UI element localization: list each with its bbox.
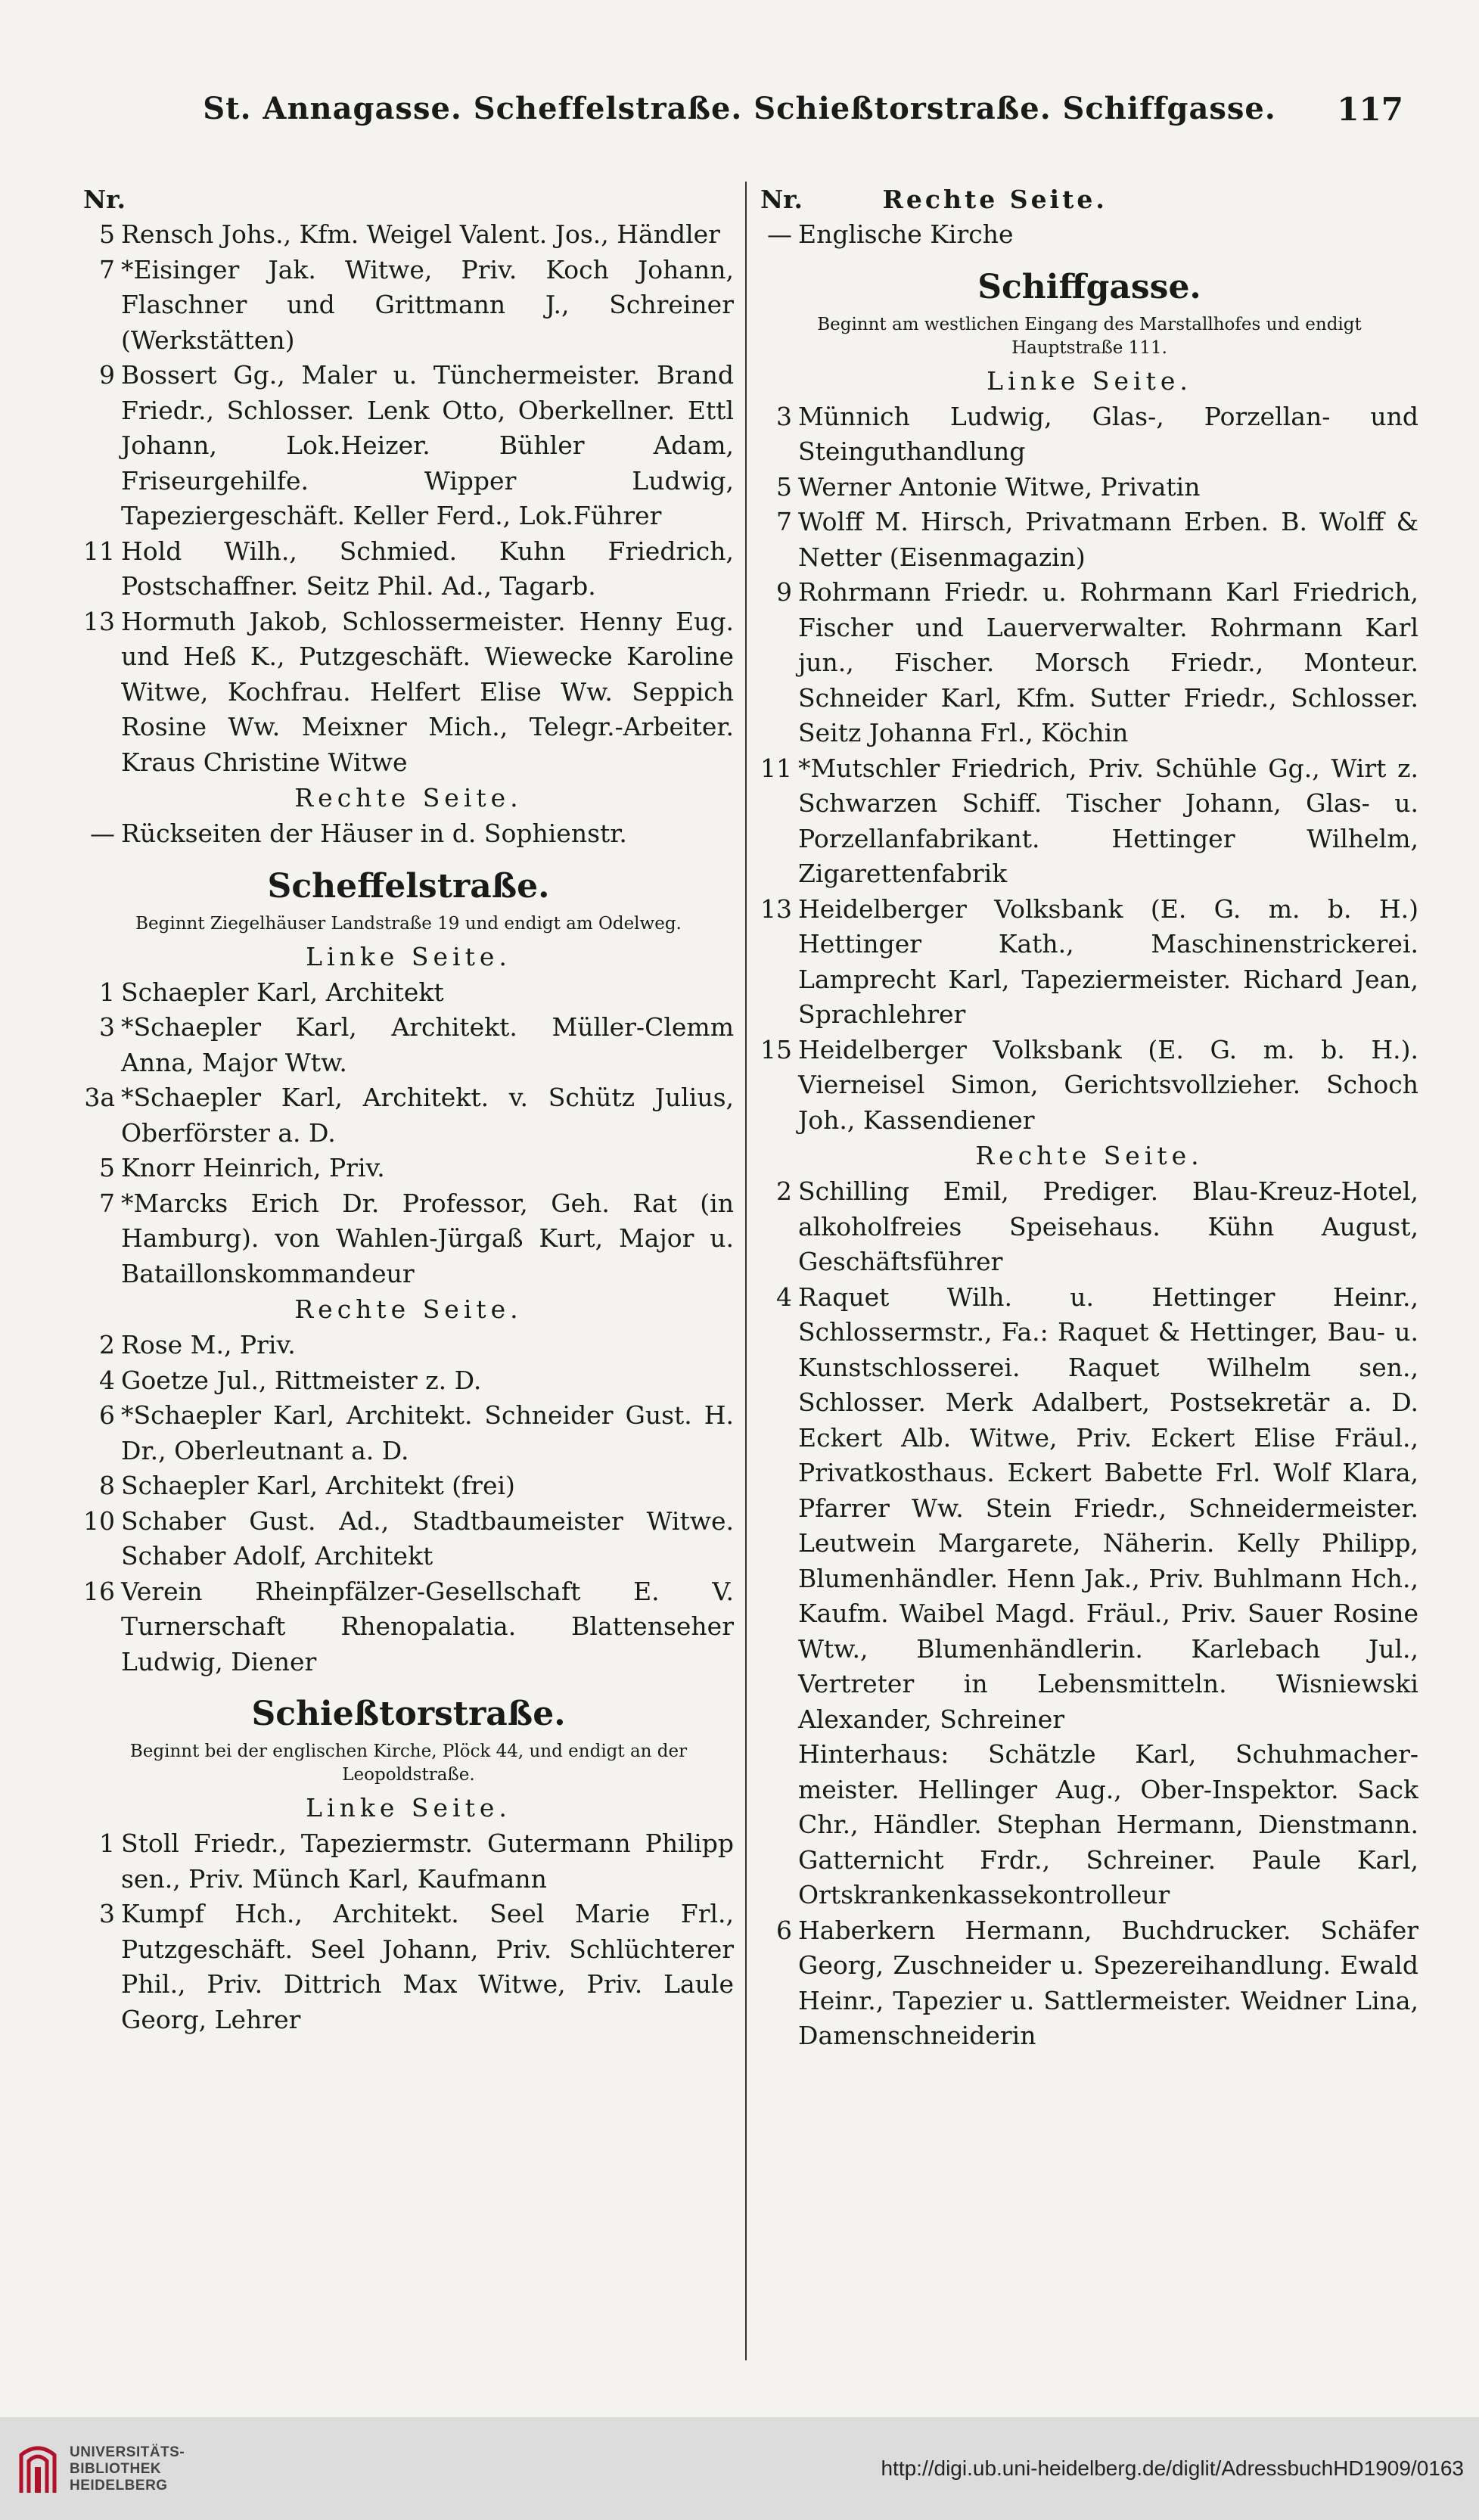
directory-entry (83, 253, 734, 359)
library-name-line: UNIVERSITÄTS- (70, 2444, 185, 2460)
directory-entry (83, 1328, 734, 1363)
entry-text: Hormuth Jakob, Schlossermeister. Henny Eug. und Heß K., Putzgeschäft. Wiewecke Karoline Witwe, Kochfrau. Helfert Elise Ww. Seppich Rosine Ww. Meixner Mich., Telegr.-Arbeiter. Kraus Christine Witwe (121, 606, 734, 777)
house-number: 7 (776, 507, 792, 536)
house-number: 15 (760, 1034, 792, 1064)
entry-text: Stoll Friedr., Tapeziermstr. Gutermann Philipp sen., Priv. Münch Karl, Kaufmann (121, 1829, 734, 1894)
footer-bar (0, 2417, 1479, 2520)
entry-text: *Schaepler Karl, Architekt. v. Schütz Julius, Oberförster a. D. (121, 1083, 734, 1148)
house-number: 5 (776, 471, 792, 502)
directory-entry (83, 1010, 734, 1080)
house-number: 4 (99, 1365, 115, 1395)
entry-text: Werner Antonie Witwe, Privatin (798, 471, 1201, 502)
directory-entry (83, 1574, 734, 1680)
street-title-scheffelstrasse: Scheffelstraße. (267, 866, 550, 906)
schiff-right-entries (760, 1174, 1418, 2054)
schiesstor-right-entries (760, 217, 1418, 253)
entry-text: Raquet Wilh. u. Hettinger Heinr., Schlossermstr., Fa.: Raquet & Hettinger, Bau- u. Kunstschlosserei. Raquet Wilhelm sen., Schlosser. Merk Adalbert, Postsekretär a. D. Eckert Alb. Witwe, Priv. Eckert Elise Fräul., Privatkosthaus. Eckert Babette Frl. Wolf Klara, Pfarrer Ww. Stein Friedr., Schneidermeister. Leutwein Margarete, Näherin. Kelly Philipp, Blumenhändler. Henn Jak., Priv. Buhlmann Hch., Kaufm. Waibel Magd. Fräul., Priv. Sauer Rosine Wtw., Blumenhändlerin. Karlebach Jul., Vertreter in Lebensmitteln. Wisniewski Alexander, Schreiner (798, 1282, 1418, 1734)
house-number: — (90, 819, 115, 848)
house-number: 9 (776, 577, 792, 607)
library-name-line: HEIDELBERG (70, 2478, 168, 2494)
entry-text: Schaber Gust. Ad., Stadtbaumeister Witwe. Schaber Adolf, Architekt (121, 1505, 734, 1571)
nr-header (760, 182, 1418, 217)
directory-entry (760, 751, 1418, 892)
directory-entry (760, 470, 1418, 505)
street-description: Beginnt Ziegelhäuser Landstraße 19 und endigt am Odelweg. (135, 913, 682, 934)
directory-entry (760, 1913, 1418, 2054)
street-title-schiesstorstrasse: Schießtorstraße. (251, 1695, 566, 1733)
house-number: — (767, 219, 792, 249)
house-number: 1 (99, 1829, 115, 1858)
entry-text: Rückseiten der Häuser in d. Sophienstr. (121, 819, 627, 848)
house-number: 16 (83, 1576, 115, 1606)
entry-text: Hold Wilh., Schmied. Kuhn Friedrich, Postschaffner. Seitz Phil. Ad., Tagarb. (121, 536, 734, 601)
house-number: 13 (83, 606, 115, 636)
side-heading: Rechte Seite. (294, 783, 523, 813)
directory-entry (83, 534, 734, 604)
entry-text: *Eisinger Jak. Witwe, Priv. Koch Johann, Flaschner und Grittmann J., Schreiner (Werkstätten) (121, 254, 734, 355)
entry-text: Schaepler Karl, Architekt (121, 977, 444, 1007)
directory-entry (83, 1468, 734, 1504)
side-heading: Linke Seite. (306, 1793, 511, 1822)
house-number: 9 (99, 360, 115, 390)
university-library-logo-icon (17, 2440, 59, 2497)
entry-text: *Schaepler Karl, Architekt. Müller-Clemm Anna, Major Wtw. (121, 1012, 734, 1077)
schiff-left-entries (760, 399, 1418, 1139)
directory-entry (83, 358, 734, 534)
entry-text: Bossert Gg., Maler u. Tünchermeister. Brand Friedr., Schlosser. Lenk Otto, Oberkellner. Ettl Johann, Lok.Heizer. Bühler Adam, Friseurgehilfe. Wipper Ludwig, Tapeziergeschäft. Keller Ferd., Lok.Führer (121, 360, 734, 530)
entry-text: Rensch Johs., Kfm. Weigel Valent. Jos., Händler (121, 219, 720, 249)
entry-text: Goetze Jul., Rittmeister z. D. (121, 1365, 482, 1395)
right-column (760, 182, 1418, 2360)
directory-entry (83, 816, 734, 852)
side-heading: Rechte Seite. (294, 1294, 523, 1324)
entry-text: Haberkern Hermann, Buchdrucker. Schäfer Georg, Zuschneider u. Spezereihandlung. Ewald Heinr., Tapezier u. Sattlermeister. Weidner Lina, Damenschneiderin (798, 1915, 1418, 2050)
street-description: Beginnt am westlichen Eingang des Marstallhofes und endigt Hauptstraße 111. (817, 314, 1362, 358)
directory-entry (760, 1033, 1418, 1139)
directory-entry (83, 604, 734, 781)
directory-entry (760, 217, 1418, 253)
house-number: 8 (99, 1471, 115, 1500)
directory-entry (760, 1174, 1418, 1280)
scheffel-left-entries (83, 975, 734, 1292)
house-number: 4 (776, 1282, 792, 1312)
house-number: 11 (760, 753, 792, 783)
directory-entry (83, 217, 734, 253)
source-url-link[interactable]: http://digi.ub.uni-heidelberg.de/diglit/AdressbuchHD1909/0163 (881, 2456, 1464, 2480)
house-number: 3 (99, 1899, 115, 1928)
entry-text: *Mutschler Friedrich, Priv. Schühle Gg., Wirt z. Schwarzen Schiff. Tischer Johann, Glas- u. Porzellanfabrikant. Hettinger Wilhelm, Zigarettenfabrik (798, 753, 1418, 888)
library-name-line: BIBLIOTHEK (70, 2461, 162, 2477)
directory-entry (83, 1897, 734, 2037)
house-number: 5 (99, 219, 115, 249)
side-heading: Linke Seite. (987, 365, 1192, 396)
house-number: 5 (99, 1153, 115, 1182)
nr-header (83, 182, 734, 217)
directory-entry (83, 1080, 734, 1151)
library-name (70, 2444, 185, 2494)
entry-text: Knorr Heinrich, Priv. (121, 1153, 385, 1182)
house-number: 13 (760, 893, 792, 924)
directory-entry (83, 1151, 734, 1186)
house-number: 7 (99, 1188, 115, 1218)
annagasse-right-entries (83, 816, 734, 852)
directory-entry (83, 1826, 734, 1897)
directory-entry (83, 1398, 734, 1468)
directory-entry (760, 1280, 1418, 1738)
entry-text: Hinterhaus: Schätzle Karl, Schuhmacher-meister. Hellinger Aug., Ober-Inspektor. Sack Chr., Händler. Stephan Hermann, Dienstmann. Gatternicht Frdr., Schreiner. Paule Karl, Ortskrankenkassekontrolleur (798, 1739, 1418, 1909)
house-number: 3 (776, 401, 792, 431)
entry-text: Heidelberger Volksbank (E. G. m. b. H.) Hettinger Kath., Maschinenstrickerei. Lamprecht Karl, Tapeziermeister. Richard Jean, Sprachlehrer (798, 893, 1418, 1029)
directory-entry (760, 505, 1418, 575)
house-number: 6 (776, 1915, 792, 1945)
entry-text: Rose M., Priv. (121, 1330, 296, 1359)
house-number: 6 (99, 1400, 115, 1430)
left-column (83, 182, 734, 2360)
scheffel-right-entries (83, 1328, 734, 1679)
page-header (0, 91, 1479, 144)
entry-text: *Marcks Erich Dr. Professor, Geh. Rat (in Hamburg). von Wahlen-Jürgaß Kurt, Major u. Bataillonskommandeur (121, 1188, 734, 1288)
directory-entry (83, 1363, 734, 1399)
entry-text: Kumpf Hch., Architekt. Seel Marie Frl., Putzgeschäft. Seel Johann, Priv. Schlüchterer Phil., Priv. Dittrich Max Witwe, Priv. Laule Georg, Lehrer (121, 1899, 734, 2034)
street-title-schiffgasse: Schiffgasse. (977, 267, 1201, 306)
directory-entry (83, 1504, 734, 1574)
house-number: 11 (83, 536, 115, 566)
directory-entry (760, 892, 1418, 1033)
entry-text: Heidelberger Volksbank (E. G. m. b. H.). Vierneisel Simon, Gerichtsvollzieher. Schoch Joh., Kassendiener (798, 1034, 1418, 1135)
entry-text: Münnich Ludwig, Glas-, Porzellan- und Steinguthandlung (798, 401, 1418, 466)
side-heading: Rechte Seite. (975, 1141, 1204, 1170)
entry-text: Englische Kirche (798, 219, 1014, 249)
directory-entry (760, 399, 1418, 470)
schiesstor-left-entries (83, 1826, 734, 2037)
directory-entry (760, 1737, 1418, 1913)
house-number: 3 (99, 1012, 115, 1042)
column-divider (745, 182, 747, 2360)
house-number: 3a (84, 1083, 115, 1112)
entry-text: Schilling Emil, Prediger. Blau-Kreuz-Hotel, alkoholfreies Speisehaus. Kühn August, Geschäftsführer (798, 1176, 1418, 1276)
annagasse-left-entries (83, 217, 734, 780)
house-number: 2 (776, 1176, 792, 1206)
entry-text: Rohrmann Friedr. u. Rohrmann Karl Friedrich, Fischer und Lauerverwalter. Rohrmann Karl jun., Fischer. Morsch Friedr., Monteur. Schneider Karl, Kfm. Sutter Friedr., Schlosser. Seitz Johanna Frl., Köchin (798, 577, 1418, 747)
directory-entry (83, 1186, 734, 1292)
page-number: 117 (1337, 91, 1403, 128)
street-description: Beginnt bei der englischen Kirche, Plöck 44, und endigt an der Leopoldstraße. (129, 1742, 688, 1785)
entry-text: Schaepler Karl, Architekt (frei) (121, 1471, 515, 1500)
side-heading: Linke Seite. (306, 941, 511, 971)
directory-entry (760, 575, 1418, 751)
entry-text: Wolff M. Hirsch, Privatmann Erben. B. Wolff & Netter (Eisenmagazin) (798, 507, 1418, 572)
directory-entry (83, 975, 734, 1011)
house-number: 1 (99, 977, 115, 1007)
house-number: 10 (83, 1505, 115, 1536)
running-title: St. Annagasse. Scheffelstraße. Schießtorstraße. Schiffgasse. (203, 91, 1276, 126)
side-heading-inline: Rechte Seite. (882, 185, 1108, 214)
entry-text: *Schaepler Karl, Architekt. Schneider Gust. H. Dr., Oberleutnant a. D. (121, 1400, 734, 1465)
house-number: 7 (99, 254, 115, 284)
nr-label: Nr. (83, 185, 126, 214)
nr-label: Nr. (760, 185, 803, 214)
entry-text: Verein Rheinpfälzer-Gesellschaft E. V. Turnerschaft Rhenopalatia. Blattenseher Ludwig, Diener (121, 1576, 734, 1676)
house-number: 2 (99, 1330, 115, 1359)
